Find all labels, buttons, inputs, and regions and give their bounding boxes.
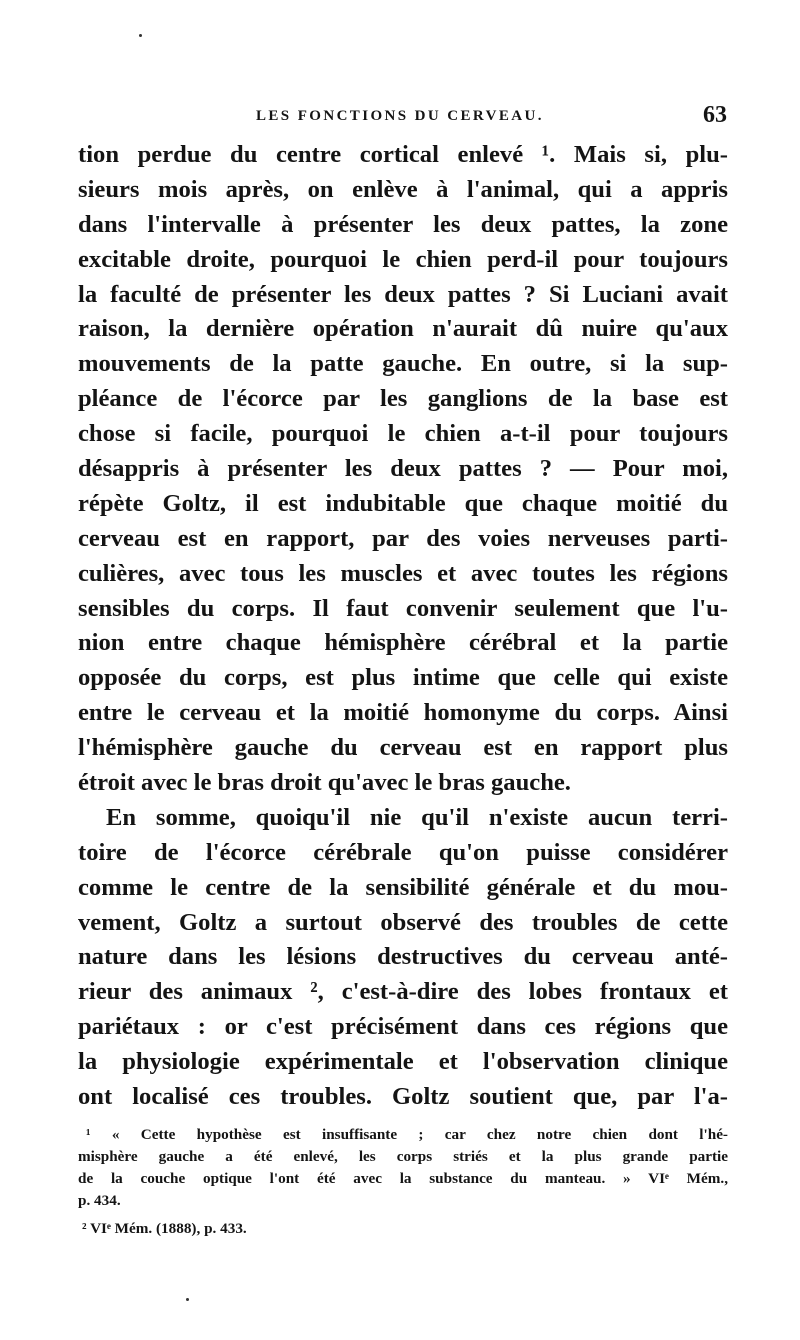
- text-line: sieurs mois après, on enlève à l'animal, qui a appris: [78, 175, 728, 203]
- body-text: [78, 138, 728, 1115]
- text-line: répète Goltz, il est indubitable que chaque moitié du: [78, 489, 728, 517]
- text-line: l'hémisphère gauche du cerveau est en rapport plus: [78, 734, 728, 762]
- text-line: la physiologie expérimentale et l'observation clinique: [78, 1048, 728, 1076]
- paper-speck: [139, 34, 142, 37]
- text-line: culières, avec tous les muscles et avec toutes les régions: [78, 559, 728, 587]
- text-line: désappris à présenter les deux pattes ? — Pour moi,: [78, 455, 728, 483]
- footnote-line: p. 434.: [78, 1192, 121, 1209]
- footnote-line: ² VIᵉ Mém. (1888), p. 433.: [82, 1220, 247, 1237]
- text-line: cerveau est en rapport, par des voies nerveuses parti-: [78, 524, 728, 552]
- text-line: pléance de l'écorce par les ganglions de la base est: [78, 385, 728, 413]
- paragraph-start-line: En somme, quoiqu'il nie qu'il n'existe aucun terri-: [106, 803, 728, 831]
- running-head: LES FONCTIONS DU CERVEAU.: [256, 108, 544, 124]
- paper-speck: [186, 1298, 189, 1301]
- footnotes: [78, 1124, 728, 1240]
- text-line: nion entre chaque hémisphère cérébral et la partie: [78, 629, 728, 657]
- footnote-line: ¹ « Cette hypothèse est insuffisante ; car chez notre chien dont l'hé-: [86, 1126, 728, 1143]
- text-line: raison, la dernière opération n'aurait dû nuire qu'aux: [78, 315, 728, 343]
- footnote-line: de la couche optique l'ont été avec la substance du manteau. » VIᵉ Mém.,: [78, 1170, 728, 1187]
- text-line: rieur des animaux ², c'est-à-dire des lobes frontaux et: [78, 978, 728, 1006]
- footnote-line: misphère gauche a été enlevé, les corps striés et la plus grande partie: [78, 1148, 728, 1165]
- text-line: sensibles du corps. Il faut convenir seulement que l'u-: [78, 594, 728, 622]
- text-line: comme le centre de la sensibilité générale et du mou-: [78, 873, 728, 901]
- text-line: vement, Goltz a surtout observé des troubles de cette: [78, 908, 728, 936]
- text-line: la faculté de présenter les deux pattes ? Si Luciani avait: [78, 280, 728, 308]
- page-number: 63: [703, 102, 727, 128]
- text-line: dans l'intervalle à présenter les deux pattes, la zone: [78, 210, 728, 238]
- text-line: ont localisé ces troubles. Goltz soutient que, par l'a-: [78, 1083, 728, 1111]
- paragraph-end-line: étroit avec le bras droit qu'avec le bras gauche.: [78, 769, 571, 797]
- text-line: chose si facile, pourquoi le chien a-t-il pour toujours: [78, 420, 728, 448]
- text-line: toire de l'écorce cérébrale qu'on puisse considérer: [78, 838, 728, 866]
- text-line: pariétaux : or c'est précisément dans ces régions que: [78, 1013, 728, 1041]
- text-line: nature dans les lésions destructives du cerveau anté-: [78, 943, 728, 971]
- text-line: tion perdue du centre cortical enlevé ¹. Mais si, plu-: [78, 141, 728, 168]
- text-line: excitable droite, pourquoi le chien perd-il pour toujours: [78, 245, 728, 273]
- page-header: [0, 104, 800, 134]
- text-line: mouvements de la patte gauche. En outre, si la sup-: [78, 350, 728, 378]
- text-line: opposée du corps, est plus intime que celle qui existe: [78, 664, 728, 692]
- text-line: entre le cerveau et la moitié homonyme du corps. Ainsi: [78, 699, 728, 727]
